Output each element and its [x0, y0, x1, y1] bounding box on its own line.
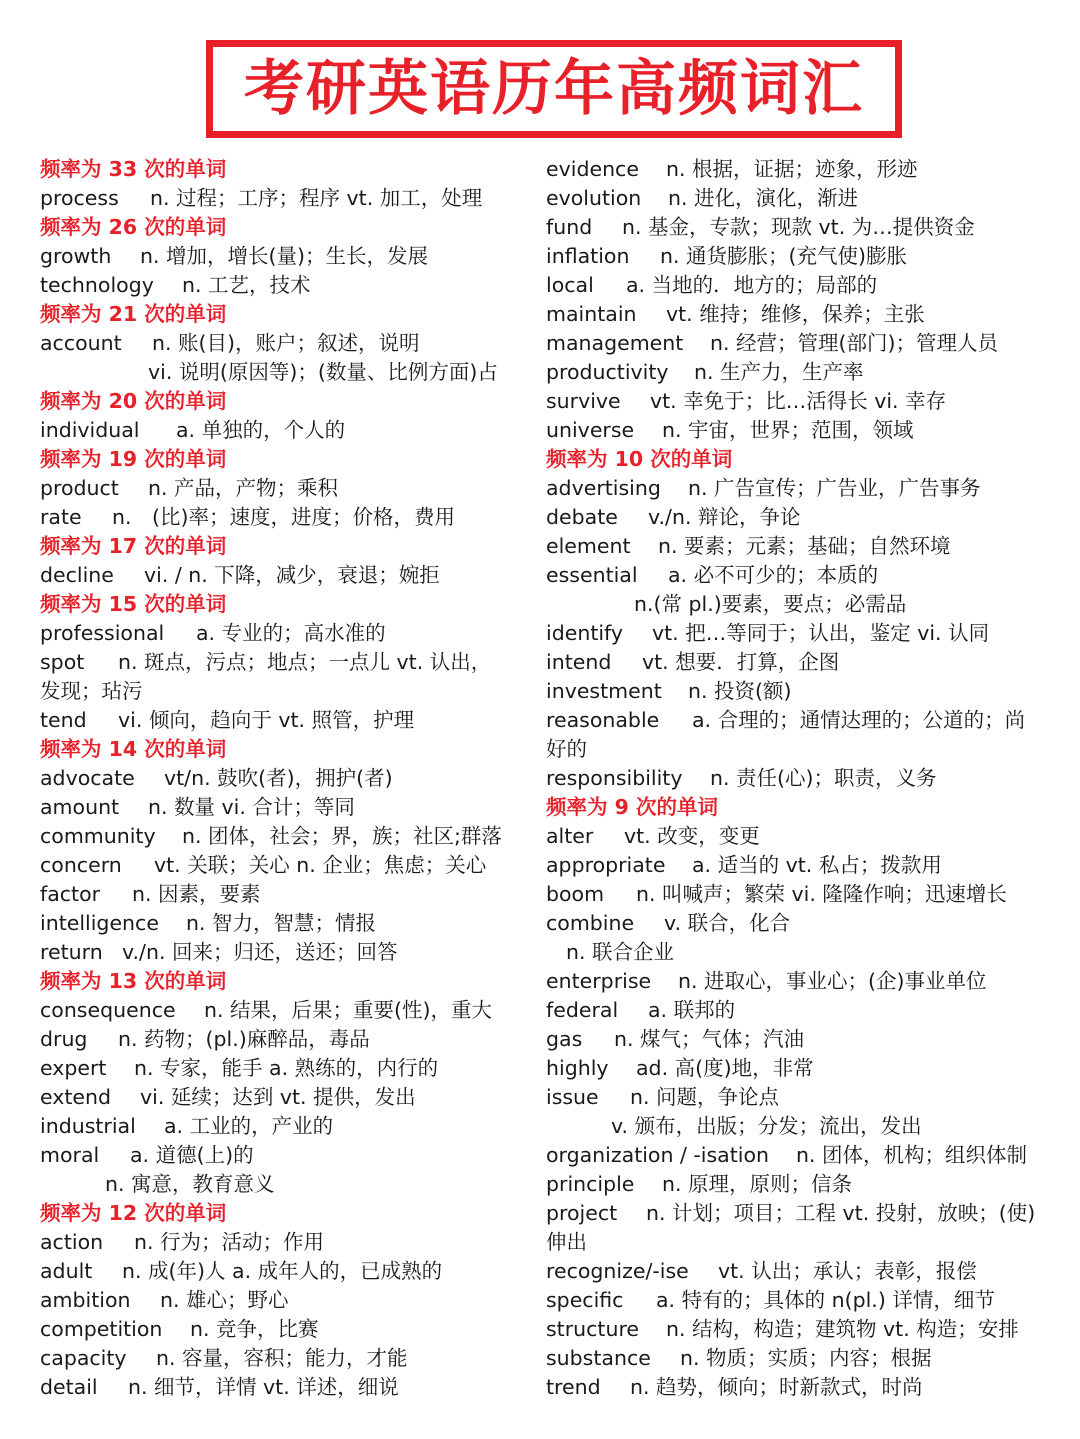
left-column — [40, 155, 535, 1402]
vocab-word: professional — [40, 621, 165, 645]
vocab-definition-continued: n.(常 pl.)要素，要点；必需品 — [634, 592, 907, 616]
vocab-definition: n. 团体，机构；组织体制 — [796, 1143, 1028, 1167]
vocab-word: industrial — [40, 1114, 136, 1138]
vocab-definition: n. 账(目)，账户；叙述，说明 — [152, 331, 420, 355]
vocab-entry — [40, 271, 535, 300]
vocab-definition: n. 基金，专款；现款 vt. 为…提供资金 — [622, 215, 975, 239]
vocab-entry — [546, 184, 1046, 213]
vocab-word: competition — [40, 1317, 163, 1341]
vocab-definition: v./n. 辩论，争论 — [648, 505, 801, 529]
vocab-entry — [40, 329, 535, 358]
vocab-definition: n. 计划；项目；工程 vt. 投射，放映；(使) — [646, 1201, 1036, 1225]
vocab-definition: vt. 认出；承认；表彰，报偿 — [718, 1259, 977, 1283]
vocab-word: management — [546, 331, 684, 355]
frequency-header: 频率为 15 次的单词 — [40, 592, 227, 616]
frequency-header: 频率为 26 次的单词 — [40, 215, 227, 239]
vocab-word: appropriate — [546, 853, 666, 877]
vocab-word: essential — [546, 563, 638, 587]
vocab-word: ambition — [40, 1288, 131, 1312]
vocab-entry — [546, 648, 1046, 677]
vocab-definition: vt. 改变，变更 — [624, 824, 760, 848]
vocab-word: project — [546, 1201, 618, 1225]
vocab-definition: vt/n. 鼓吹(者)，拥护(者) — [164, 766, 393, 790]
vocab-definition: n. 雄心；野心 — [160, 1288, 289, 1312]
vocab-word: detail — [40, 1375, 98, 1399]
vocab-word: identify — [546, 621, 624, 645]
vocab-word: decline — [40, 563, 114, 587]
vocab-word: maintain — [546, 302, 637, 326]
vocab-definition: n. 工艺，技术 — [182, 273, 311, 297]
vocab-definition: n. 数量 vi. 合计；等同 — [148, 795, 355, 819]
vocab-word: action — [40, 1230, 104, 1254]
vocab-definition: n. 宇宙，世界；范围，领域 — [662, 418, 914, 442]
vocab-word: issue — [546, 1085, 599, 1109]
vocab-definition: n. 竞争，比赛 — [190, 1317, 319, 1341]
vocab-word: survive — [546, 389, 621, 413]
vocab-entry — [546, 358, 1046, 387]
vocab-definition: n. 过程；工序；程序 vt. 加工，处理 — [150, 186, 483, 210]
vocab-entry — [546, 329, 1046, 358]
vocab-entry — [546, 1257, 1046, 1286]
vocab-definition: v. 联合，化合 — [664, 911, 791, 935]
vocab-entry — [40, 619, 535, 648]
frequency-header: 频率为 20 次的单词 — [40, 389, 227, 413]
vocab-definition-continued: 伸出 — [546, 1230, 587, 1254]
vocab-word: recognize/-ise — [546, 1259, 689, 1283]
vocab-entry — [40, 938, 535, 967]
vocab-definition: n. 物质；实质；内容；根据 — [680, 1346, 932, 1370]
vocab-definition-continued: vi. 说明(原因等)；(数量、比例方面)占 — [148, 360, 498, 384]
vocab-entry — [40, 764, 535, 793]
vocab-word: local — [546, 273, 594, 297]
vocab-definition: n. 容量，容积；能力，才能 — [156, 1346, 408, 1370]
vocab-definition: a. 适当的 vt. 私占；拨款用 — [692, 853, 942, 877]
vocab-word: expert — [40, 1056, 107, 1080]
vocab-word: advocate — [40, 766, 135, 790]
vocab-definition-continued: v. 颁布，出版；分发；流出，发出 — [611, 1114, 922, 1138]
vocab-entry — [40, 1112, 535, 1141]
vocab-word: growth — [40, 244, 112, 268]
vocab-definition: n. 行为；活动；作用 — [134, 1230, 325, 1254]
vocab-definition: n. 增加，增长(量)；生长，发展 — [140, 244, 429, 268]
vocab-definition-continued: n. 联合企业 — [566, 940, 675, 964]
vocab-word: highly — [546, 1056, 609, 1080]
vocab-entry — [546, 1083, 1046, 1112]
vocab-definition: a. 单独的，个人的 — [176, 418, 346, 442]
vocab-definition: vi. 延续；达到 vt. 提供，发出 — [140, 1085, 416, 1109]
vocab-entry — [40, 648, 535, 677]
vocab-definition: n. 进取心，事业心；(企)事业单位 — [678, 969, 987, 993]
vocab-entry — [40, 1315, 535, 1344]
vocab-definition: vt. 关联；关心 n. 企业；焦虑；关心 — [154, 853, 487, 877]
vocab-definition: vt. 维持；维修，保养；主张 — [666, 302, 925, 326]
vocab-word: boom — [546, 882, 605, 906]
vocab-definition: n. 经营；管理(部门)；管理人员 — [710, 331, 999, 355]
vocab-entry — [546, 561, 1046, 590]
vocab-definition: ad. 高(度)地，非常 — [636, 1056, 814, 1080]
vocab-entry — [546, 213, 1046, 242]
vocab-entry — [546, 1025, 1046, 1054]
vocab-entry — [40, 851, 535, 880]
vocab-word: substance — [546, 1346, 651, 1370]
vocab-definition: a. 道德(上)的 — [130, 1143, 254, 1167]
vocab-entry — [40, 1373, 535, 1402]
vocab-definition: vt. 幸免于；比…活得长 vi. 幸存 — [650, 389, 947, 413]
vocab-word: trend — [546, 1375, 601, 1399]
frequency-header: 频率为 19 次的单词 — [40, 447, 227, 471]
vocab-definition: n. 根据，证据；迹象，形迹 — [666, 157, 918, 181]
vocab-entry — [546, 1373, 1046, 1402]
vocab-word: principle — [546, 1172, 635, 1196]
vocab-word: capacity — [40, 1346, 127, 1370]
vocab-word: fund — [546, 215, 593, 239]
vocab-word: productivity — [546, 360, 669, 384]
vocab-word: rate — [40, 505, 82, 529]
vocab-definition: n. 团体，社会；界，族；社区;群落 — [182, 824, 502, 848]
vocab-definition: a. 当地的．地方的；局部的 — [626, 273, 878, 297]
vocab-entry — [546, 416, 1046, 445]
vocab-entry — [40, 184, 535, 213]
vocab-entry — [546, 300, 1046, 329]
vocab-word: technology — [40, 273, 154, 297]
vocab-entry — [546, 1141, 1046, 1170]
vocab-entry — [546, 822, 1046, 851]
vocab-definition: n. 要素；元素；基础；自然环境 — [658, 534, 951, 558]
vocab-word: reasonable — [546, 708, 660, 732]
vocab-word: universe — [546, 418, 635, 442]
vocab-entry — [546, 1199, 1046, 1228]
vocab-word: organization / -isation — [546, 1143, 770, 1167]
vocab-word: intend — [546, 650, 612, 674]
vocab-definition: vi. / n. 下降，减少，衰退；婉拒 — [144, 563, 440, 587]
vocab-entry — [546, 532, 1046, 561]
vocab-entry — [546, 474, 1046, 503]
vocab-entry — [40, 793, 535, 822]
vocab-word: extend — [40, 1085, 112, 1109]
vocab-word: product — [40, 476, 119, 500]
frequency-header: 频率为 14 次的单词 — [40, 737, 227, 761]
vocab-definition: n. (比)率；速度，进度；价格，费用 — [112, 505, 456, 529]
vocab-definition: n. 进化，演化，渐进 — [668, 186, 859, 210]
vocab-definition: a. 工业的，产业的 — [164, 1114, 334, 1138]
vocab-entry — [546, 677, 1046, 706]
vocab-definition: n. 专家，能手 a. 熟练的，内行的 — [134, 1056, 439, 1080]
frequency-header: 频率为 13 次的单词 — [40, 969, 227, 993]
vocab-entry — [546, 706, 1046, 735]
vocab-definition: vt. 想要．打算，企图 — [642, 650, 840, 674]
vocab-definition: a. 特有的；具体的 n(pl.) 详情，细节 — [656, 1288, 995, 1312]
vocab-word: evolution — [546, 186, 642, 210]
vocab-definition: n. 通货膨胀；(充气使)膨胀 — [660, 244, 908, 268]
vocab-word: gas — [546, 1027, 583, 1051]
vocab-entry — [40, 474, 535, 503]
vocab-entry — [40, 1257, 535, 1286]
frequency-header: 频率为 21 次的单词 — [40, 302, 227, 326]
vocab-word: spot — [40, 650, 85, 674]
vocab-definition: n. 斑点，污点；地点；一点儿 vt. 认出， — [118, 650, 492, 674]
vocab-word: moral — [40, 1143, 100, 1167]
vocab-definition: vt. 把…等同于；认出，鉴定 vi. 认同 — [652, 621, 990, 645]
vocab-definition: a. 合理的；通情达理的；公道的；尚 — [692, 708, 1026, 732]
frequency-header: 频率为 9 次的单词 — [546, 795, 719, 819]
vocab-definition: v./n. 回来；归还，送还；回答 — [122, 940, 398, 964]
vocab-word: alter — [546, 824, 594, 848]
vocab-definition: n. 因素，要素 — [132, 882, 261, 906]
vocab-entry — [40, 1286, 535, 1315]
vocab-definition: n. 智力，智慧；情报 — [186, 911, 377, 935]
vocab-definition: n. 广告宣传；广告业，广告事务 — [688, 476, 981, 500]
vocab-definition: n. 趋势，倾向；时新款式，时尚 — [630, 1375, 923, 1399]
vocab-word: federal — [546, 998, 619, 1022]
vocab-entry — [40, 1025, 535, 1054]
vocab-entry — [546, 1286, 1046, 1315]
vocab-definition: n. 问题，争论点 — [630, 1085, 780, 1109]
vocab-definition: n. 细节，详情 vt. 详述，细说 — [128, 1375, 399, 1399]
vocab-entry — [546, 387, 1046, 416]
vocab-definition: n. 煤气；气体；汽油 — [614, 1027, 805, 1051]
title-banner — [206, 40, 902, 138]
vocab-definition: n. 投资(额) — [688, 679, 792, 703]
vocab-word: specific — [546, 1288, 624, 1312]
vocab-word: investment — [546, 679, 662, 703]
vocab-entry — [546, 619, 1046, 648]
vocab-definition: n. 产品，产物；乘积 — [148, 476, 339, 500]
vocab-definition: n. 药物；(pl.)麻醉品，毒品 — [118, 1027, 370, 1051]
vocab-definition-continued: n. 寓意，教育意义 — [105, 1172, 275, 1196]
vocab-definition: n. 结构，构造；建筑物 vt. 构造；安排 — [666, 1317, 1019, 1341]
vocab-entry — [40, 1083, 535, 1112]
vocab-word: amount — [40, 795, 120, 819]
vocab-definition: a. 专业的；高水准的 — [196, 621, 386, 645]
vocab-definition: vi. 倾向，趋向于 vt. 照管，护理 — [118, 708, 415, 732]
vocab-word: community — [40, 824, 156, 848]
vocab-definition: a. 联邦的 — [648, 998, 736, 1022]
vocab-word: inflation — [546, 244, 630, 268]
vocab-word: process — [40, 186, 119, 210]
vocab-entry — [546, 909, 1046, 938]
vocab-entry — [40, 822, 535, 851]
vocab-entry — [40, 706, 535, 735]
vocab-word: intelligence — [40, 911, 159, 935]
vocab-entry — [546, 851, 1046, 880]
vocab-word: drug — [40, 1027, 88, 1051]
vocab-entry — [546, 1054, 1046, 1083]
vocab-definition: n. 叫喊声；繁荣 vi. 隆隆作响；迅速增长 — [636, 882, 1007, 906]
vocab-entry — [546, 503, 1046, 532]
vocab-definition: n. 原理，原则；信条 — [662, 1172, 853, 1196]
vocab-definition-continued: 好的 — [546, 737, 587, 761]
frequency-header: 频率为 17 次的单词 — [40, 534, 227, 558]
vocab-word: consequence — [40, 998, 176, 1022]
vocab-word: structure — [546, 1317, 640, 1341]
vocab-word: account — [40, 331, 122, 355]
vocab-word: element — [546, 534, 631, 558]
frequency-header: 频率为 33 次的单词 — [40, 157, 227, 181]
vocab-entry — [40, 1344, 535, 1373]
vocab-entry — [40, 1228, 535, 1257]
vocab-word: concern — [40, 853, 122, 877]
vocab-entry — [40, 503, 535, 532]
vocab-word: combine — [546, 911, 635, 935]
vocab-entry — [546, 155, 1046, 184]
vocab-entry — [40, 416, 535, 445]
vocab-entry — [40, 880, 535, 909]
vocab-entry — [40, 1054, 535, 1083]
vocab-entry — [546, 271, 1046, 300]
vocab-word: evidence — [546, 157, 639, 181]
vocab-entry — [40, 1141, 535, 1170]
vocab-definition-continued: 发现；玷污 — [40, 679, 143, 703]
vocab-entry — [40, 242, 535, 271]
vocab-word: factor — [40, 882, 101, 906]
vocab-entry — [40, 909, 535, 938]
page-title: 考研英语历年高频词汇 — [244, 54, 864, 124]
vocab-definition: n. 生产力，生产率 — [694, 360, 864, 384]
frequency-header: 频率为 12 次的单词 — [40, 1201, 227, 1225]
vocab-entry — [546, 1315, 1046, 1344]
frequency-header: 频率为 10 次的单词 — [546, 447, 733, 471]
vocab-entry — [546, 764, 1046, 793]
vocab-word: individual — [40, 418, 140, 442]
vocab-entry — [546, 880, 1046, 909]
vocab-entry — [546, 242, 1046, 271]
vocab-definition: a. 必不可少的；本质的 — [668, 563, 879, 587]
vocab-word: return — [40, 940, 103, 964]
vocab-definition: n. 责任(心)；职责，义务 — [710, 766, 937, 790]
vocab-entry — [546, 1344, 1046, 1373]
vocab-word: adult — [40, 1259, 93, 1283]
vocab-definition: n. 成(年)人 a. 成年人的，已成熟的 — [122, 1259, 443, 1283]
vocab-entry — [546, 967, 1046, 996]
vocab-entry — [40, 996, 535, 1025]
vocab-word: advertising — [546, 476, 661, 500]
vocab-entry — [546, 996, 1046, 1025]
vocab-word: enterprise — [546, 969, 652, 993]
vocab-word: debate — [546, 505, 618, 529]
vocab-word: tend — [40, 708, 87, 732]
vocab-definition: n. 结果，后果；重要(性)，重大 — [204, 998, 493, 1022]
vocab-entry — [546, 1170, 1046, 1199]
vocab-entry — [40, 561, 535, 590]
right-column — [546, 155, 1046, 1402]
vocab-word: responsibility — [546, 766, 683, 790]
